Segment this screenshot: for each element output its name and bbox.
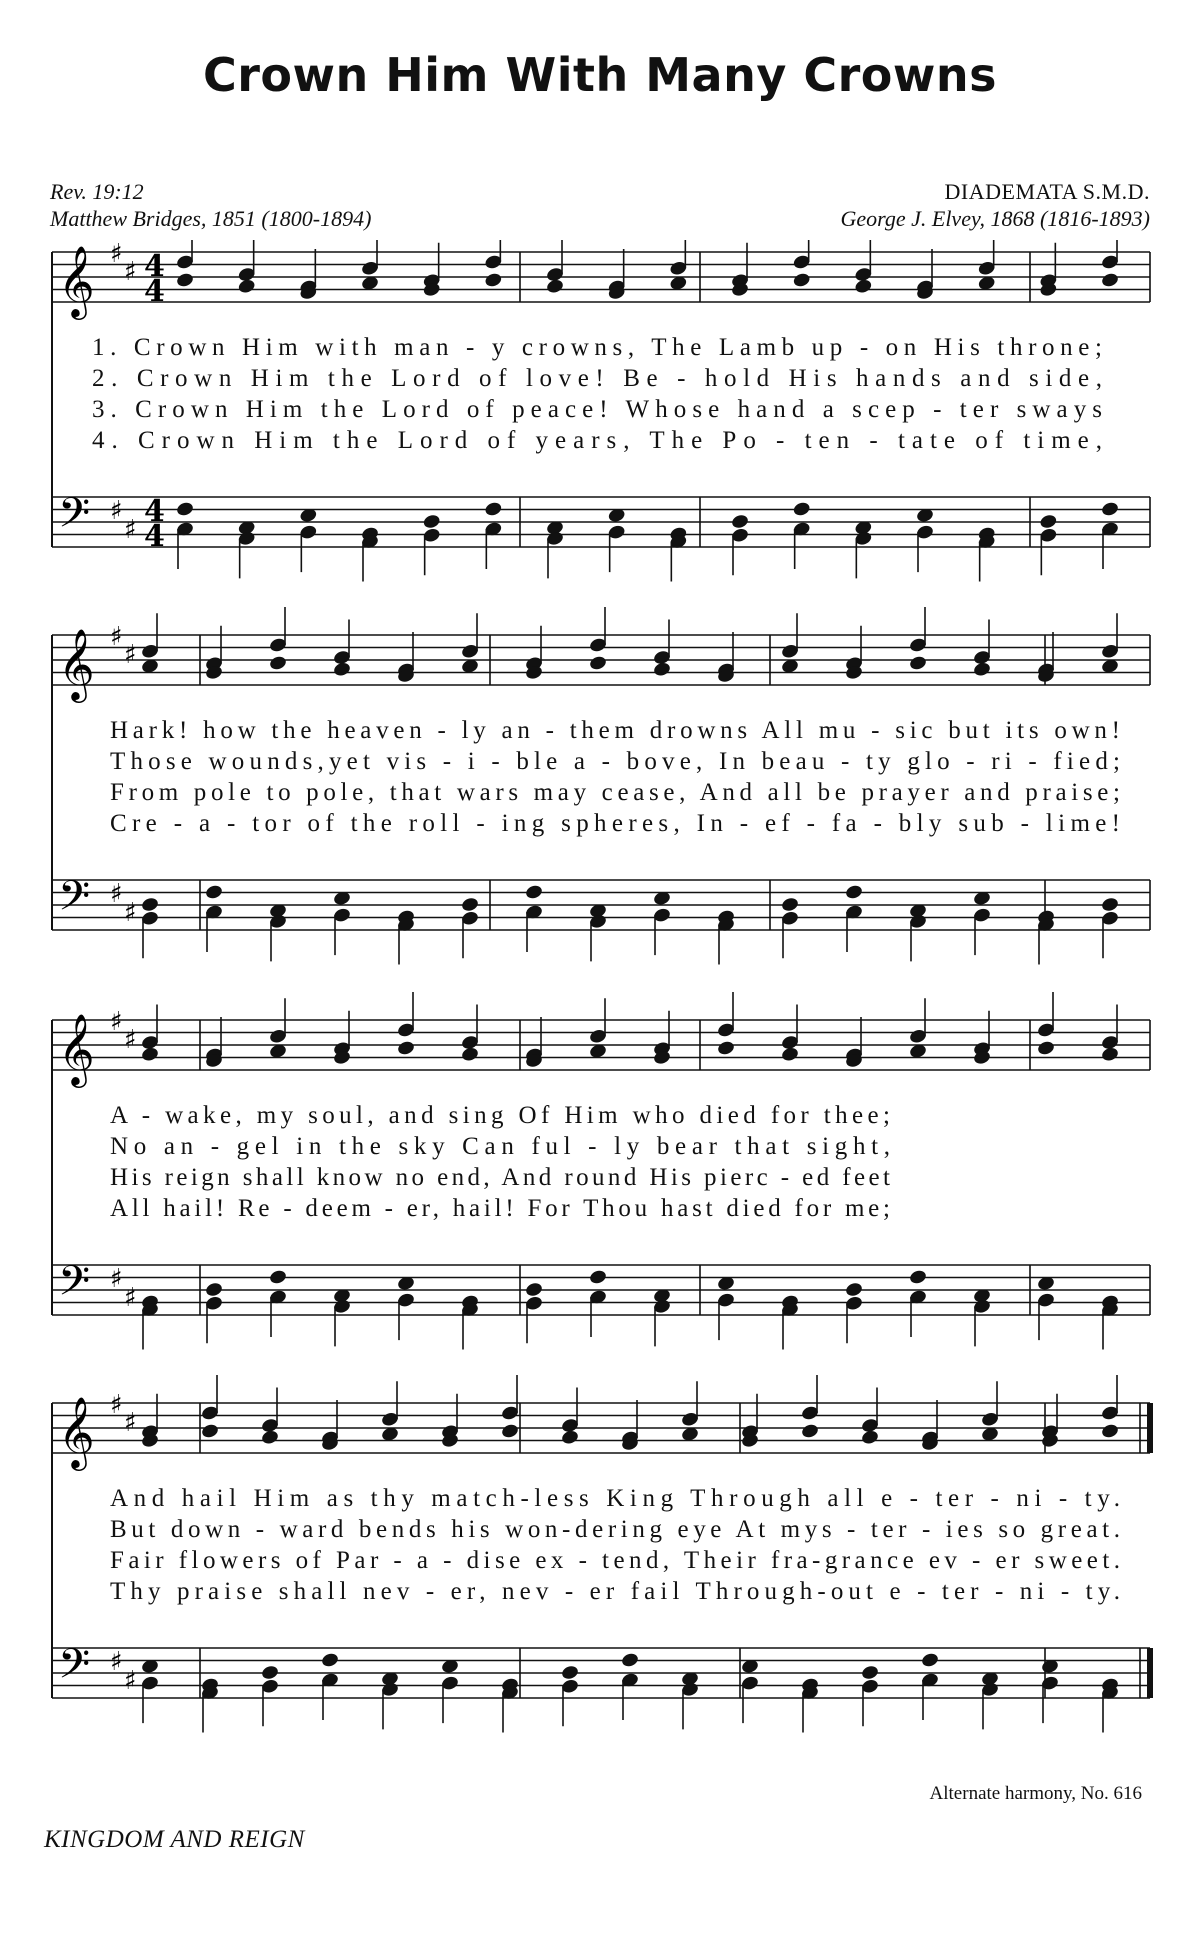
treble-notehead (1100, 1423, 1119, 1440)
bass-notehead (175, 501, 194, 518)
treble-notehead (175, 272, 194, 289)
bass-notehead (560, 1664, 579, 1681)
sharp-icon: ♯ (110, 496, 123, 526)
bass-notehead (1039, 513, 1058, 530)
bass-notehead (460, 896, 479, 913)
time-signature-denominator: 4 (144, 274, 165, 309)
treble-notehead (332, 661, 351, 678)
bass-notehead (844, 1281, 863, 1298)
treble-notehead (716, 1040, 735, 1057)
treble-notehead (460, 1046, 479, 1063)
sharp-icon: ♯ (110, 1390, 123, 1420)
treble-notehead (545, 278, 564, 295)
treble-clef-icon: 𝄞 (58, 627, 95, 700)
lyric-line-verse-3: Fair flowers of Par - a - dise ex - tend, Their fra-grance ev - er sweet. (110, 1547, 1120, 1574)
bass-clef-icon: 𝄢 (58, 872, 91, 930)
bass-notehead (140, 896, 159, 913)
lyric-line-verse-4: All hail! Re - deem - er, hail! For Thou hast died for me; (110, 1195, 891, 1222)
sharp-icon: ♯ (110, 240, 123, 269)
lyric-line-verse-2: No an - gel in the sky Can ful - ly bear that sight, (110, 1133, 891, 1160)
bass-notehead (1100, 501, 1119, 518)
sharp-icon: ♯ (124, 515, 137, 545)
lyric-line-verse-1: Hark! how the heaven - ly an - them drowns All mu - sic but its own! (110, 717, 1120, 744)
scripture-reference: Rev. 19:12 (50, 179, 144, 204)
bass-notehead (908, 1269, 927, 1286)
lyric-line-verse-4: Cre - a - tor of the roll - ing spheres, In - ef - fa - bly sub - lime! (110, 810, 1121, 837)
bass-notehead (320, 1652, 339, 1669)
sharp-icon: ♯ (124, 898, 137, 928)
tune-credit (840, 178, 1150, 232)
sharp-icon: ♯ (110, 622, 123, 652)
bass-notehead (920, 1652, 939, 1669)
bass-notehead (792, 501, 811, 518)
treble-notehead (396, 1040, 415, 1057)
tune-name: DIADEMATA S.M.D. (944, 179, 1150, 204)
lyric-line-verse-2: Those wounds,yet vis - i - ble a - bove, In beau - ty glo - ri - fied; (110, 748, 1120, 775)
bass-notehead (204, 884, 223, 901)
treble-notehead (1100, 1046, 1119, 1063)
sharp-icon: ♯ (124, 640, 137, 670)
treble-notehead (860, 1429, 879, 1446)
treble-notehead (200, 1423, 219, 1440)
treble-notehead (588, 655, 607, 672)
bass-notehead (268, 1269, 287, 1286)
bass-clef-icon: 𝄢 (58, 1640, 91, 1698)
lyric-line-verse-4: Thy praise shall nev - er, nev - er fail Through-out e - ter - ni - ty. (110, 1578, 1120, 1605)
bass-notehead (844, 884, 863, 901)
lyric-line-verse-4: 4. Crown Him the Lord of years, The Po - ten - tate of time, (92, 427, 1103, 454)
music-score (0, 240, 1200, 1770)
treble-notehead (484, 272, 503, 289)
treble-notehead (500, 1423, 519, 1440)
bass-notehead (524, 1281, 543, 1298)
treble-notehead (780, 1046, 799, 1063)
lyric-line-verse-3: His reign shall know no end, And round His pierc - ed feet (110, 1164, 890, 1191)
composer: George J. Elvey, 1868 (1816-1893) (840, 206, 1150, 231)
treble-notehead (1036, 1040, 1055, 1057)
sharp-icon: ♯ (124, 1283, 137, 1313)
bass-clef-icon: 𝄢 (58, 489, 91, 547)
treble-clef-icon: 𝄞 (58, 1012, 95, 1085)
time-signature-numerator: 4 (144, 249, 165, 284)
sharp-icon: ♯ (124, 1666, 137, 1696)
sharp-icon: ♯ (110, 1264, 123, 1294)
treble-clef-icon: 𝄞 (58, 244, 95, 317)
bass-notehead (1100, 896, 1119, 913)
treble-clef-icon: 𝄞 (58, 1395, 95, 1468)
text-credit (50, 178, 371, 232)
treble-notehead (560, 1429, 579, 1446)
treble-notehead (237, 278, 256, 295)
bass-notehead (860, 1664, 879, 1681)
bass-notehead (524, 884, 543, 901)
bass-notehead (204, 1281, 223, 1298)
lyric-line-verse-1: 1. Crown Him with man - y crowns, The Lamb up - on His throne; (92, 334, 1102, 361)
bass-notehead (588, 1269, 607, 1286)
lyric-line-verse-2: But down - ward bends his won-dering eye At mys - ter - ies so great. (110, 1516, 1120, 1543)
bass-notehead (260, 1664, 279, 1681)
sharp-icon: ♯ (124, 1025, 137, 1055)
sharp-icon: ♯ (124, 257, 137, 287)
bass-notehead (780, 896, 799, 913)
hymn-title: Crown Him With Many Crowns (202, 48, 997, 102)
sharp-icon: ♯ (124, 1408, 137, 1438)
sharp-icon: ♯ (110, 879, 123, 909)
treble-notehead (972, 661, 991, 678)
bass-notehead (730, 513, 749, 530)
treble-notehead (652, 661, 671, 678)
treble-notehead (854, 278, 873, 295)
bass-clef-icon: 𝄢 (58, 1257, 91, 1315)
treble-notehead (268, 655, 287, 672)
text-author: Matthew Bridges, 1851 (1800-1894) (50, 206, 372, 231)
lyric-line-verse-2: 2. Crown Him the Lord of love! Be - hold His hands and side, (92, 365, 1103, 392)
treble-notehead (260, 1429, 279, 1446)
treble-notehead (908, 655, 927, 672)
sharp-icon: ♯ (110, 1647, 123, 1677)
treble-notehead (792, 272, 811, 289)
sharp-icon: ♯ (110, 1007, 123, 1037)
bass-notehead (484, 501, 503, 518)
treble-notehead (1100, 272, 1119, 289)
time-signature-denominator: 4 (144, 519, 165, 554)
lyric-line-verse-1: A - wake, my soul, and sing Of Him who died for thee; (110, 1102, 890, 1129)
treble-notehead (140, 1046, 159, 1063)
lyric-line-verse-1: And hail Him as thy match-less King Through all e - ter - ni - ty. (110, 1485, 1120, 1512)
treble-notehead (800, 1423, 819, 1440)
bass-notehead (422, 513, 441, 530)
lyric-line-verse-3: From pole to pole, that wars may cease, And all be prayer and praise; (110, 779, 1120, 806)
lyric-line-verse-3: 3. Crown Him the Lord of peace! Whose hand a scep - ter sways (92, 396, 1102, 423)
alternate-harmony-note: Alternate harmony, No. 616 (929, 1783, 1142, 1804)
hymnal-section-label: KINGDOM AND REIGN (44, 1826, 305, 1853)
bass-notehead (620, 1652, 639, 1669)
time-signature-numerator: 4 (144, 494, 165, 529)
